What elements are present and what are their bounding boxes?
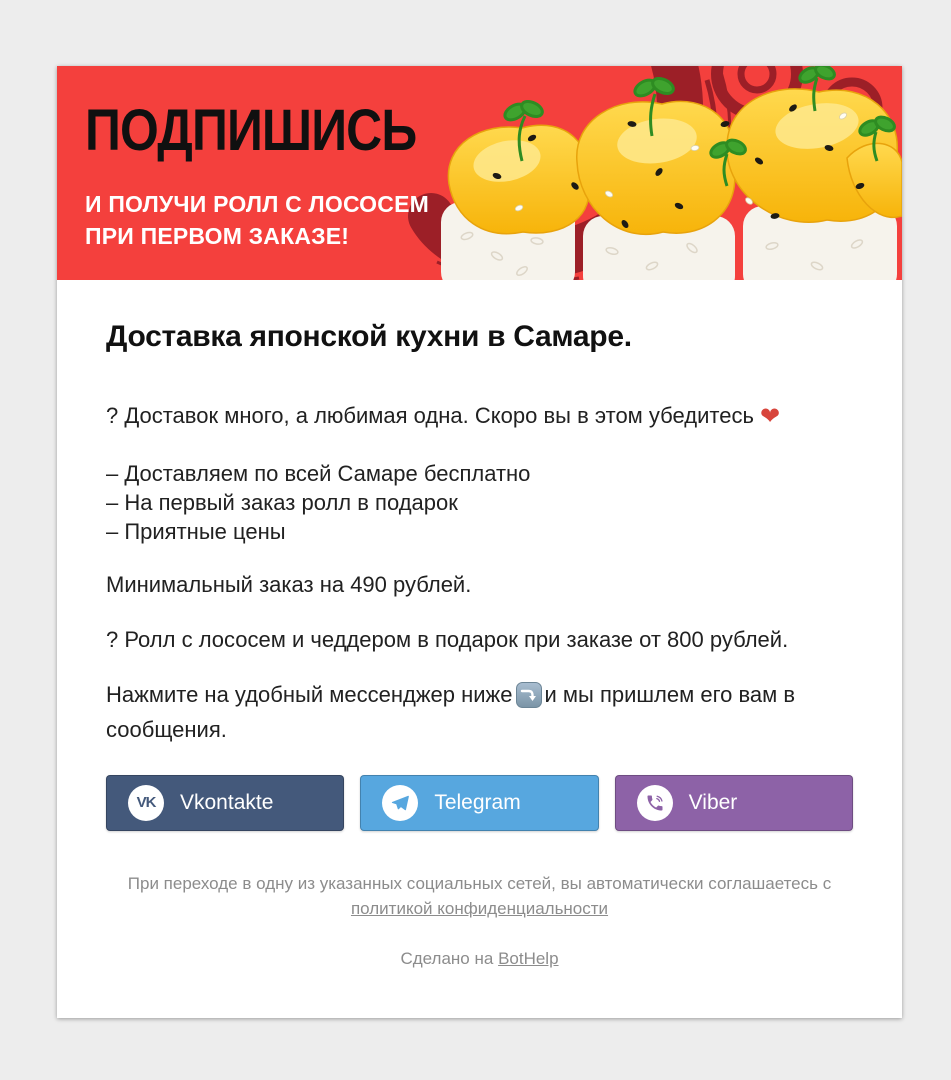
banner-subtitle-line1: И ПОЛУЧИ РОЛЛ С ЛОСОСЕМ <box>85 191 429 217</box>
benefit-item: – На первый заказ ролл в подарок <box>106 489 458 515</box>
banner-subtitle-line2: ПРИ ПЕРВОМ ЗАКАЗЕ! <box>85 223 350 250</box>
bothelp-link[interactable]: BotHelp <box>498 948 559 968</box>
heart-emoji: ❤ <box>760 403 781 430</box>
banner-title: ПОДПИШИСЬ <box>85 98 417 163</box>
disclaimer-text: При переходе в одну из указанных социальных сетей, вы автоматически соглашаетесь с <box>127 873 832 893</box>
messenger-buttons <box>106 775 853 831</box>
telegram-button[interactable] <box>360 775 598 831</box>
vk-icon: VK <box>128 785 164 821</box>
promo-banner <box>57 66 902 280</box>
telegram-icon <box>382 785 418 821</box>
banner-subtitle <box>85 188 470 252</box>
banner-text-block <box>85 98 470 252</box>
privacy-disclaimer <box>106 871 853 922</box>
vkontakte-button-label: Vkontakte <box>180 790 274 814</box>
gift-text: ? Ролл с лососем и чеддером в подарок при заказе от 800 рублей. <box>106 626 789 652</box>
cta-text <box>106 680 853 744</box>
benefit-item: – Доставляем по всей Самаре бесплатно <box>106 460 531 486</box>
intro-paragraph <box>106 401 853 433</box>
arrow-curving-down-emoji <box>516 682 542 715</box>
page-title: Доставка японской кухни в Самаре. <box>106 320 632 353</box>
sushi-roll-photo <box>427 66 902 280</box>
viber-button-label: Viber <box>688 790 738 814</box>
telegram-button-label: Telegram <box>434 790 521 814</box>
intro-text: ? Доставок много, а любимая одна. Скоро вы в этом убедитесь <box>106 403 754 428</box>
min-order-text: Минимальный заказ на 490 рублей. <box>106 571 472 597</box>
vkontakte-button[interactable] <box>106 775 344 831</box>
privacy-policy-link[interactable]: политикой конфиденциальности <box>350 899 609 919</box>
main-content <box>57 280 902 969</box>
benefit-item: – Приятные цены <box>106 518 286 544</box>
made-with-line <box>106 949 853 969</box>
made-with-text: Сделано на <box>400 948 494 968</box>
cta-text-before: Нажмите на удобный мессенджер ниже <box>106 681 513 707</box>
cta-text-after: и мы пришлем его вам в сообщения. <box>106 681 796 742</box>
benefits-list <box>106 459 853 546</box>
landing-card <box>57 66 902 1018</box>
viber-icon <box>637 785 673 821</box>
viber-button[interactable] <box>615 775 853 831</box>
